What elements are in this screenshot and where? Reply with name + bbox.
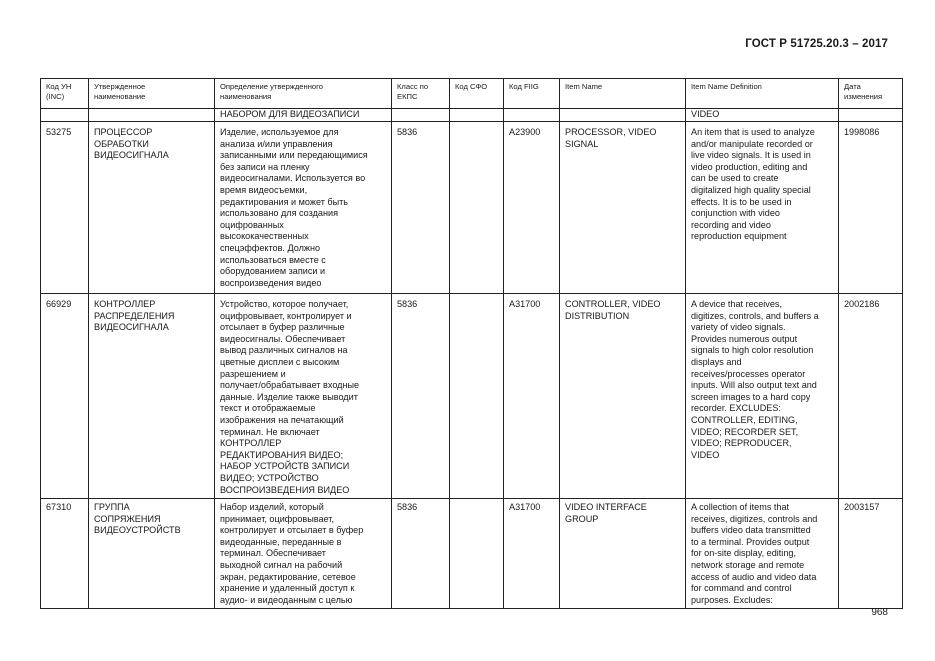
cell-name-ru (89, 109, 215, 122)
header-fiig-code: Код FIIG (504, 79, 560, 109)
cell-name-ru: КОНТРОЛЛЕР РАСПРЕДЕЛЕНИЯ ВИДЕОСИГНАЛА (89, 294, 215, 499)
cell-class: 5836 (392, 499, 450, 609)
page-number: 968 (871, 607, 888, 618)
cell-sfo (450, 499, 504, 609)
table-row (41, 499, 903, 609)
item-registry-table (40, 78, 903, 609)
header-change-date: Дата изменения (839, 79, 903, 109)
cell-item-name: PROCESSOR, VIDEO SIGNAL (560, 122, 686, 294)
cell-date: 1998086 (839, 122, 903, 294)
cell-inc: 67310 (41, 499, 89, 609)
cell-item-name (560, 109, 686, 122)
table-row-continuation (41, 109, 903, 122)
cell-definition-en: A collection of items that receives, digitizes, controls and buffers video data transmitted to a terminal. Provides output for on-site display, editing, network storage and remote access of audio and video data for command and control purposes. Excludes: (686, 499, 839, 609)
cell-class: 5836 (392, 122, 450, 294)
cell-definition-ru: НАБОРОМ ДЛЯ ВИДЕОЗАПИСИ (215, 109, 392, 122)
cell-inc (41, 109, 89, 122)
cell-date: 2002186 (839, 294, 903, 499)
cell-fiig: A31700 (504, 294, 560, 499)
cell-name-ru: ГРУППА СОПРЯЖЕНИЯ ВИДЕОУСТРОЙСТВ (89, 499, 215, 609)
cell-definition-ru: Изделие, используемое для анализа и/или управления записанными или передающимися без записи на пленку видеосигналами. Используется во время видеосъемки, редактирования и может быть использовано для создания оцифрованных высококачественных спецэффектов. Должно использоваться вместе с оборудованием записи и воспроизведения видео (215, 122, 392, 294)
table-header-row (41, 79, 903, 109)
header-approved-name: Утвержденное наименование (89, 79, 215, 109)
cell-class: 5836 (392, 294, 450, 499)
cell-fiig: A31700 (504, 499, 560, 609)
cell-date (839, 109, 903, 122)
header-item-name-definition: Item Name Definition (686, 79, 839, 109)
cell-inc: 66929 (41, 294, 89, 499)
header-sfo-code: Код СФО (450, 79, 504, 109)
header-inc: Код УН (INC) (41, 79, 89, 109)
cell-class (392, 109, 450, 122)
cell-date: 2003157 (839, 499, 903, 609)
cell-definition-ru: Устройство, которое получает, оцифровывает, контролирует и отсылает в буфер различные видеосигналы. Обеспечивает вывод различных сигналов на цветные дисплеи с высоким разрешением и получает/обрабатывает входные данные. Изделие также выводит текст и отображаемые изображения на печатающий терминал. Не включает КОНТРОЛЛЕР РЕДАКТИРОВАНИЯ ВИДЕО; НАБОР УСТРОЙСТВ ЗАПИСИ ВИДЕО; УСТРОЙСТВО ВОСПРОИЗВЕДЕНИЯ ВИДЕО (215, 294, 392, 499)
table-row (41, 122, 903, 294)
cell-item-name: VIDEO INTERFACE GROUP (560, 499, 686, 609)
cell-definition-en: VIDEO (686, 109, 839, 122)
cell-inc: 53275 (41, 122, 89, 294)
cell-name-ru: ПРОЦЕССОР ОБРАБОТКИ ВИДЕОСИГНАЛА (89, 122, 215, 294)
cell-sfo (450, 122, 504, 294)
header-definition-ru: Определение утвержденного наименования (215, 79, 392, 109)
header-item-name: Item Name (560, 79, 686, 109)
cell-definition-en: A device that receives, digitizes, controls, and buffers a variety of video signals. Provides numerous output signals to high color resolution displays and receives/processes operator inputs. Will also output text and screen images to a hard copy recorder. EXCLUDES: CONTROLLER, EDITING, VIDEO; RECORDER SET, VIDEO; REPRODUCER, VIDEO (686, 294, 839, 499)
cell-sfo (450, 109, 504, 122)
header-class: Класс по ЕКПС (392, 79, 450, 109)
cell-definition-en: An item that is used to analyze and/or manipulate recorded or live video signals. It is used in video production, editing and can be used to create digitalized high quality special effects. It is to be used in conjunction with video recording and video reproduction equipment (686, 122, 839, 294)
cell-sfo (450, 294, 504, 499)
table-row (41, 294, 903, 499)
document-standard-number: ГОСТ Р 51725.20.3 – 2017 (745, 38, 888, 50)
cell-item-name: CONTROLLER, VIDEO DISTRIBUTION (560, 294, 686, 499)
cell-fiig (504, 109, 560, 122)
cell-fiig: A23900 (504, 122, 560, 294)
cell-definition-ru: Набор изделий, который принимает, оцифровывает, контролирует и отсылает в буфер видеоданные, переданные в терминал. Обеспечивает выходной сигнал на рабочий экран, редактирование, сетевое хранение и удаленный доступ к аудио- и видеоданным с целью (215, 499, 392, 609)
